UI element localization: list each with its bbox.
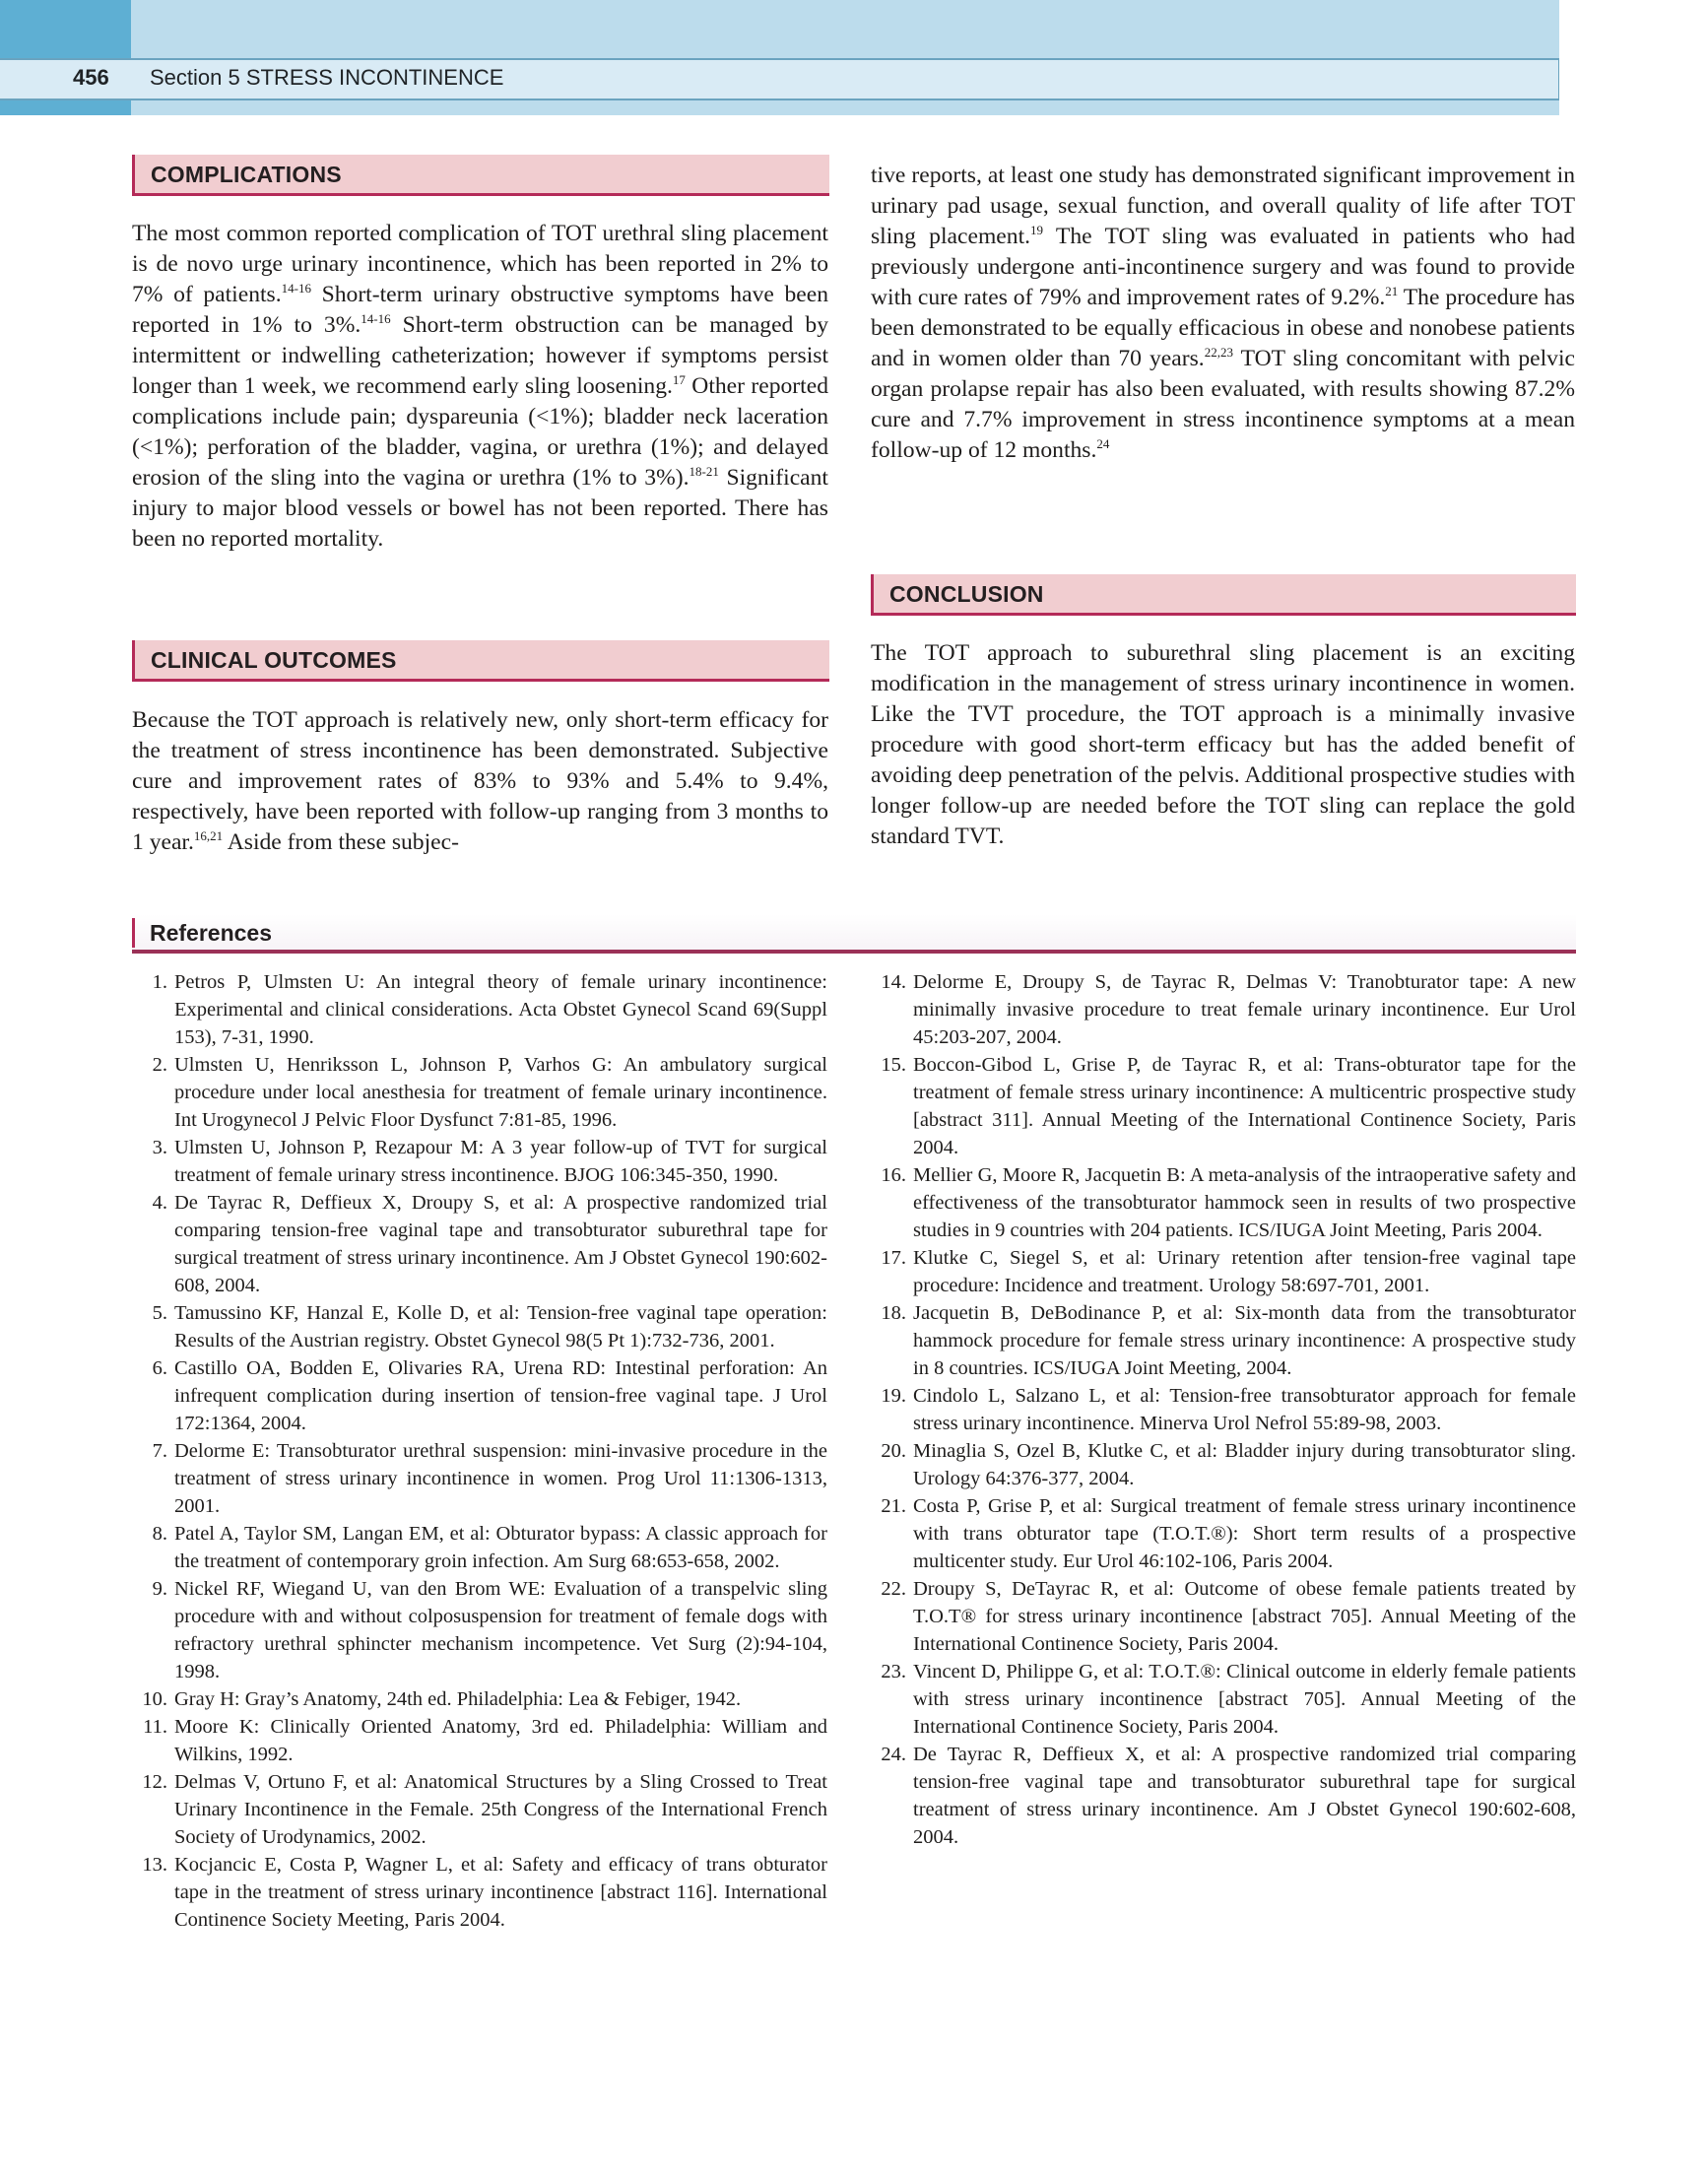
clinical-outcomes-heading bbox=[132, 640, 829, 682]
reference-number: 6. bbox=[152, 1357, 167, 1379]
reference-item bbox=[871, 1051, 1576, 1161]
clinical-outcomes-heading-text: CLINICAL OUTCOMES bbox=[151, 647, 397, 673]
reference-item bbox=[871, 1244, 1576, 1299]
reference-text: Nickel RF, Wiegand U, van den Brom WE: Evaluation of a transpelvic sling procedure with and without colposuspension for treatment of female dogs with refractory urethral sphincter mechanism incompetence. Vet Surg (2):94-104, 1998. bbox=[174, 1578, 827, 1682]
reference-item bbox=[132, 1713, 827, 1768]
reference-item bbox=[132, 1520, 827, 1575]
text-run: Short-term obstruction can be managed by intermittent or indwelling catheterization; however if symptoms persist longer than 1 week, we recommend early sling loosening. bbox=[132, 312, 828, 399]
reference-number: 15. bbox=[881, 1054, 906, 1076]
conclusion-text: The TOT approach to suburethral sling placement is an exciting modification in the management of stress urinary incontinence in women. Like the TVT procedure, the TOT approach is a minimally invasive procedure with good short-term efficacy but has the added benefit of avoiding deep penetration of the pelvis. Additional prospective studies with longer follow-up are needed before the TOT sling can replace the gold standard TVT. bbox=[871, 640, 1575, 849]
reference-item bbox=[871, 1161, 1576, 1244]
reference-number: 3. bbox=[152, 1137, 167, 1158]
reference-item bbox=[871, 1492, 1576, 1575]
reference-item bbox=[132, 1051, 827, 1134]
reference-text: Delorme E, Droupy S, de Tayrac R, Delmas V: Tranobturator tape: A new minimally invasive procedure to treat female urinary incontinence. Eur Urol 45:203-207, 2004. bbox=[913, 971, 1576, 1048]
reference-item bbox=[132, 1134, 827, 1189]
conclusion-heading bbox=[871, 574, 1576, 616]
complications-heading bbox=[132, 155, 829, 196]
section-running-title: Section 5 STRESS INCONTINENCE bbox=[150, 65, 504, 90]
reference-text: Gray H: Gray’s Anatomy, 24th ed. Philadelphia: Lea & Febiger, 1942. bbox=[174, 1688, 742, 1710]
reference-number: 11. bbox=[143, 1716, 167, 1738]
text-run: Significant injury to major blood vessels or bowel has not been reported. There has been no reported mortality. bbox=[132, 465, 828, 552]
reference-number: 18. bbox=[881, 1302, 906, 1324]
text-run: The most common reported complication of TOT urethral sling placement is de novo urge urinary incontinence, which has been reported in 2% to 7% of patients. bbox=[132, 221, 828, 307]
reference-number: 19. bbox=[881, 1385, 906, 1407]
reference-item bbox=[132, 1299, 827, 1354]
reference-text: Klutke C, Siegel S, et al: Urinary retention after tension-free vaginal tape procedure: Incidence and treatment. Urology 58:697-701, 2001. bbox=[913, 1247, 1576, 1296]
reference-text: Droupy S, DeTayrac R, et al: Outcome of obese female patients treated by T.O.T® for stress urinary incontinence [abstract 705]. Annual Meeting of the International Continence Society, Paris 2004. bbox=[913, 1578, 1576, 1655]
reference-text: Delorme E: Transobturator urethral suspension: mini-invasive procedure in the treatment of stress urinary incontinence in women. Prog Urol 11:1306-1313, 2001. bbox=[174, 1440, 827, 1517]
reference-text: Boccon-Gibod L, Grise P, de Tayrac R, et al: Trans-obturator tape for the treatment of female stress urinary incontinence: A multicentric prospective study [abstract 311]. Annual Meeting of the International Continence Society, Paris 2004. bbox=[913, 1054, 1576, 1158]
reference-number: 17. bbox=[881, 1247, 906, 1269]
reference-item bbox=[871, 1299, 1576, 1382]
reference-number: 23. bbox=[881, 1661, 906, 1682]
citation: 19 bbox=[1030, 223, 1044, 237]
reference-text: Minaglia S, Ozel B, Klutke C, et al: Bladder injury during transobturator sling. Urology 64:376-377, 2004. bbox=[913, 1440, 1576, 1489]
text-run: The TOT sling was evaluated in patients who had previously undergone anti-incontinence surgery and was found to provide with cure rates of 79% and improvement rates of 9.2%. bbox=[871, 224, 1575, 310]
clinical-outcomes-paragraph-right bbox=[871, 161, 1575, 466]
citation: 16,21 bbox=[193, 828, 224, 843]
reference-item bbox=[132, 1851, 827, 1934]
reference-item bbox=[871, 1741, 1576, 1851]
reference-number: 14. bbox=[881, 971, 906, 993]
reference-item bbox=[132, 968, 827, 1051]
citation: 14-16 bbox=[281, 281, 311, 296]
reference-item bbox=[871, 1382, 1576, 1437]
reference-text: Tamussino KF, Hanzal E, Kolle D, et al: Tension-free vaginal tape operation: Results of the Austrian registry. Obstet Gynecol 98(5 Pt 1):732-736, 2001. bbox=[174, 1302, 827, 1352]
reference-number: 10. bbox=[142, 1688, 167, 1710]
reference-item bbox=[871, 1437, 1576, 1492]
reference-number: 2. bbox=[152, 1054, 167, 1076]
reference-text: Delmas V, Ortuno F, et al: Anatomical Structures by a Sling Crossed to Treat Urinary Incontinence in the Female. 25th Congress of the International French Society of Urodynamics, 2002. bbox=[174, 1771, 827, 1848]
conclusion-heading-text: CONCLUSION bbox=[889, 581, 1044, 607]
reference-item bbox=[132, 1189, 827, 1299]
citation: 17 bbox=[672, 372, 686, 387]
page-number: 456 bbox=[73, 65, 109, 90]
reference-number: 9. bbox=[152, 1578, 167, 1600]
references-heading bbox=[132, 914, 1576, 954]
reference-text: Ulmsten U, Henriksson L, Johnson P, Varhos G: An ambulatory surgical procedure under local anesthesia for treatment of female urinary incontinence. Int Urogynecol J Pelvic Floor Dysfunct 7:81-85, 1996. bbox=[174, 1054, 827, 1131]
reference-text: Moore K: Clinically Oriented Anatomy, 3rd ed. Philadelphia: William and Wilkins, 1992. bbox=[174, 1716, 827, 1765]
text-run: Because the TOT approach is relatively new, only short-term efficacy for the treatment of stress incontinence has been demonstrated. Subjective cure and improvement rates of 83% to 93% and 5.4% to 9.4%, respectively, have been reported with follow-up ranging from 3 months to 1 year. bbox=[132, 707, 828, 855]
reference-text: Costa P, Grise P, et al: Surgical treatment of female stress urinary incontinence with trans obturator tape (T.O.T.®): Short term results of a prospective multicenter study. Eur Urol 46:102-106, Paris 2004. bbox=[913, 1495, 1576, 1572]
reference-text: Patel A, Taylor SM, Langan EM, et al: Obturator bypass: A classic approach for the treatment of contemporary groin infection. Am Surg 68:653-658, 2002. bbox=[174, 1523, 827, 1572]
reference-text: Petros P, Ulmsten U: An integral theory of female urinary incontinence: Experimental and clinical considerations. Acta Obstet Gynecol Scand 69(Suppl 153), 7-31, 1990. bbox=[174, 971, 827, 1048]
text-run: Short-term urinary obstructive symptoms have been reported in 1% to 3%. bbox=[132, 282, 828, 338]
reference-number: 5. bbox=[152, 1302, 167, 1324]
conclusion-paragraph bbox=[871, 638, 1575, 852]
references-list-left bbox=[132, 968, 827, 1934]
text-run: TOT sling concomitant with pelvic organ prolapse repair has also been evaluated, with results showing 87.2% cure and 7.7% improvement in stress incontinence symptoms at a mean follow-up of 12 months. bbox=[871, 346, 1575, 463]
text-run: Other reported complications include pain; dyspareunia (<1%); bladder neck laceration (<1%); perforation of the bladder, vagina, or urethra (1%); and delayed erosion of the sling into the vagina or urethra (1% to 3%). bbox=[132, 373, 828, 491]
text-run: Aside from these subjec- bbox=[223, 829, 459, 855]
reference-number: 24. bbox=[881, 1744, 906, 1765]
reference-number: 13. bbox=[142, 1854, 167, 1876]
citation: 24 bbox=[1096, 436, 1110, 451]
citation: 22,23 bbox=[1204, 345, 1233, 360]
reference-number: 21. bbox=[881, 1495, 906, 1517]
reference-number: 4. bbox=[152, 1192, 167, 1214]
citation: 14-16 bbox=[361, 311, 391, 326]
text-run: tive reports, at least one study has demonstrated significant improvement in urinary pad usage, sexual function, and overall quality of life after TOT sling placement. bbox=[871, 163, 1575, 249]
reference-text: De Tayrac R, Deffieux X, et al: A prospective randomized trial comparing tension-free vaginal tape and transobturator suburethral tape for surgical treatment of stress urinary incontinence. Am J Obstet Gynecol 190:602-608, 2004. bbox=[913, 1744, 1576, 1848]
reference-text: Jacquetin B, DeBodinance P, et al: Six-month data from the transobturator hammock procedure for female stress urinary incontinence: A prospective study in 8 countries. ICS/IUGA Joint Meeting, 2004. bbox=[913, 1302, 1576, 1379]
reference-item bbox=[871, 1658, 1576, 1741]
reference-text: Ulmsten U, Johnson P, Rezapour M: A 3 year follow-up of TVT for surgical treatment of female urinary stress incontinence. BJOG 106:345-350, 1990. bbox=[174, 1137, 827, 1186]
reference-number: 7. bbox=[152, 1440, 167, 1462]
complications-paragraph bbox=[132, 219, 828, 555]
reference-item bbox=[871, 968, 1576, 1051]
clinical-outcomes-paragraph-left bbox=[132, 705, 828, 858]
reference-text: Cindolo L, Salzano L, et al: Tension-free transobturator approach for female stress urinary incontinence. Minerva Urol Nefrol 55:89-98, 2003. bbox=[913, 1385, 1576, 1434]
reference-number: 12. bbox=[142, 1771, 167, 1793]
reference-item bbox=[132, 1437, 827, 1520]
reference-item bbox=[132, 1575, 827, 1685]
reference-item bbox=[132, 1354, 827, 1437]
reference-text: Castillo OA, Bodden E, Olivaries RA, Urena RD: Intestinal perforation: An infrequent complication during insertion of tension-free vaginal tape. J Urol 172:1364, 2004. bbox=[174, 1357, 827, 1434]
citation: 21 bbox=[1385, 284, 1399, 298]
reference-text: Kocjancic E, Costa P, Wagner L, et al: Safety and efficacy of trans obturator tape in the treatment of stress urinary incontinence [abstract 116]. International Continence Society Meeting, Paris 2004. bbox=[174, 1854, 827, 1931]
reference-text: De Tayrac R, Deffieux X, Droupy S, et al: A prospective randomized trial comparing tension-free vaginal tape and transobturator suburethral tape for surgical treatment of stress urinary incontinence. Am J Obstet Gynecol 190:602-608, 2004. bbox=[174, 1192, 827, 1296]
reference-text: Vincent D, Philippe G, et al: T.O.T.®: Clinical outcome in elderly female patients with stress urinary incontinence [abstract 705]. Annual Meeting of the International Continence Society, Paris 2004. bbox=[913, 1661, 1576, 1738]
reference-number: 16. bbox=[881, 1164, 906, 1186]
reference-number: 22. bbox=[881, 1578, 906, 1600]
reference-item bbox=[132, 1685, 827, 1713]
reference-number: 1. bbox=[152, 971, 167, 993]
references-heading-text: References bbox=[150, 920, 273, 946]
reference-number: 8. bbox=[152, 1523, 167, 1545]
reference-number: 20. bbox=[881, 1440, 906, 1462]
citation: 18-21 bbox=[689, 464, 719, 479]
reference-item bbox=[871, 1575, 1576, 1658]
references-list-right bbox=[871, 968, 1576, 1851]
reference-item bbox=[132, 1768, 827, 1851]
complications-heading-text: COMPLICATIONS bbox=[151, 162, 342, 187]
reference-text: Mellier G, Moore R, Jacquetin B: A meta-analysis of the intraoperative safety and effectiveness of the transobturator hammock seen in results of two prospective studies in 9 countries with 204 patients. ICS/IUGA Joint Meeting, Paris 2004. bbox=[913, 1164, 1576, 1241]
text-run: The procedure has been demonstrated to be equally efficacious in obese and nonobese patients and in women older than 70 years. bbox=[871, 285, 1575, 371]
